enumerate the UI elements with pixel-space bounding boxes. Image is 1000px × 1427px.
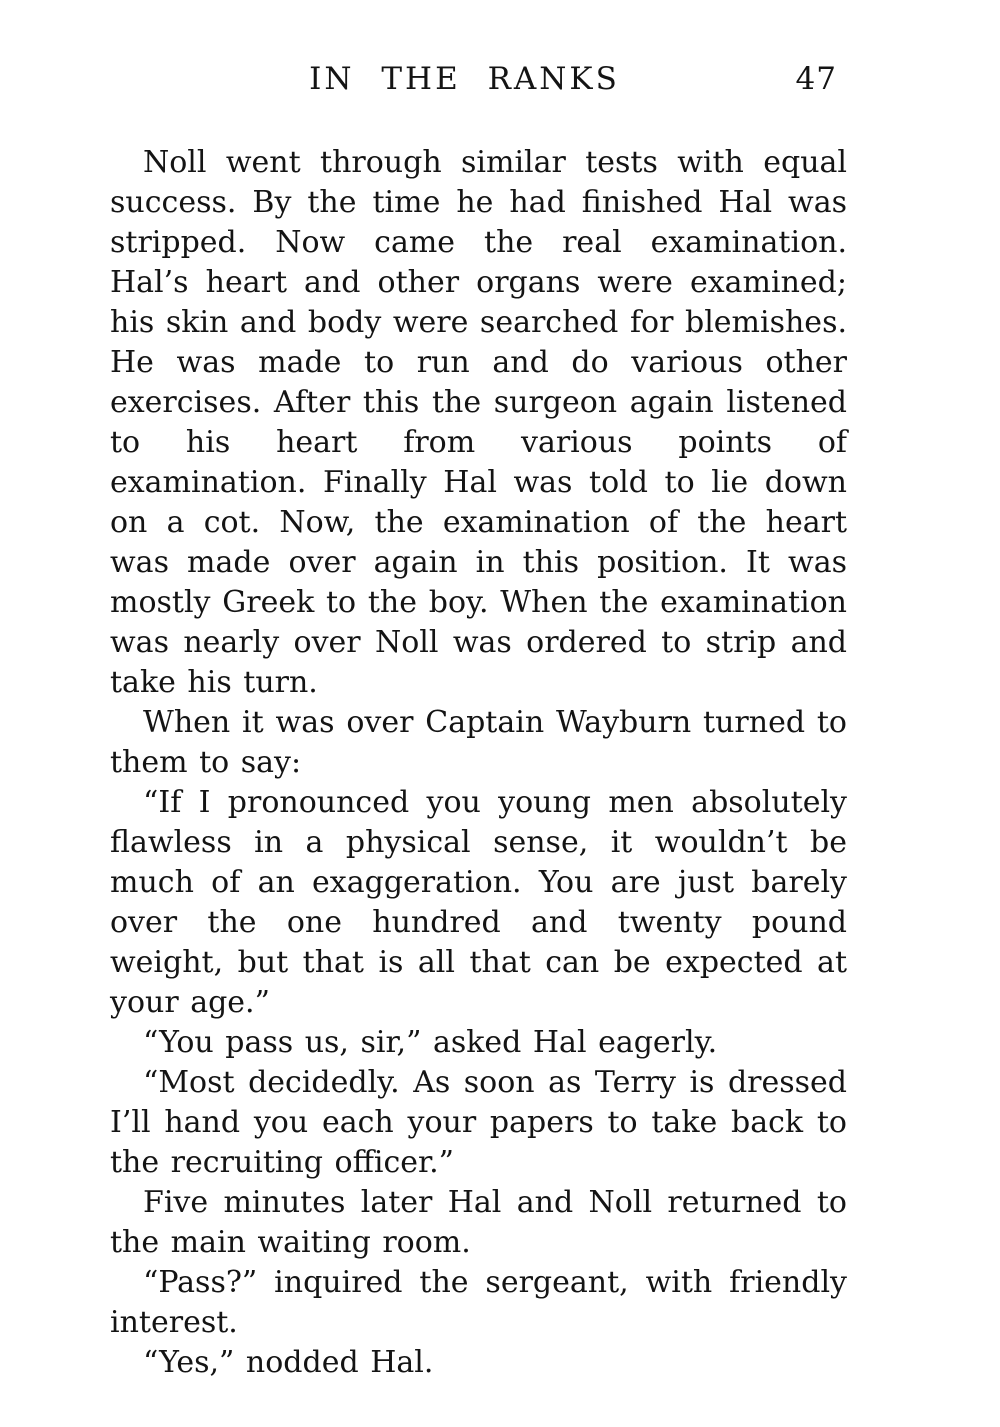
running-head [110,60,847,98]
page-body [110,143,847,1383]
page-content [110,60,847,1383]
paragraph: Noll went through similar tests with equal success. By the time he had finished Hal was stripped. Now came the real examination. Hal’s heart and other organs were examined; his skin and body were searched for blemishes. He was made to run and do various other exercises. After this the surgeon again listened to his heart from various points of examination. Finally Hal was told to lie down on a cot. Now, the examination of the heart was made over again in this position. It was mostly Greek to the boy. When the examination was nearly over Noll was ordered to strip and take his turn. [110,145,847,700]
paragraph: “Pass?” inquired the sergeant, with friendly interest. [110,1265,847,1340]
paragraph: “If I pronounced you young men absolutely flawless in a physical sense, it wouldn’t be much of an exaggeration. You are just barely over the one hundred and twenty pound weight, but that is all that can be expected at your age.” [110,785,847,1020]
chapter-title: IN THE RANKS [309,61,620,97]
paragraph: When it was over Captain Wayburn turned to them to say: [110,705,847,780]
paragraph: Five minutes later Hal and Noll returned to the main waiting room. [110,1185,847,1260]
paragraph: “Most decidedly. As soon as Terry is dressed I’ll hand you each your papers to take back to the recruiting officer.” [110,1065,847,1180]
page-number: 47 [795,61,837,97]
paragraph: “You pass us, sir,” asked Hal eagerly. [143,1025,718,1060]
paragraph: “Yes,” nodded Hal. [143,1345,434,1380]
